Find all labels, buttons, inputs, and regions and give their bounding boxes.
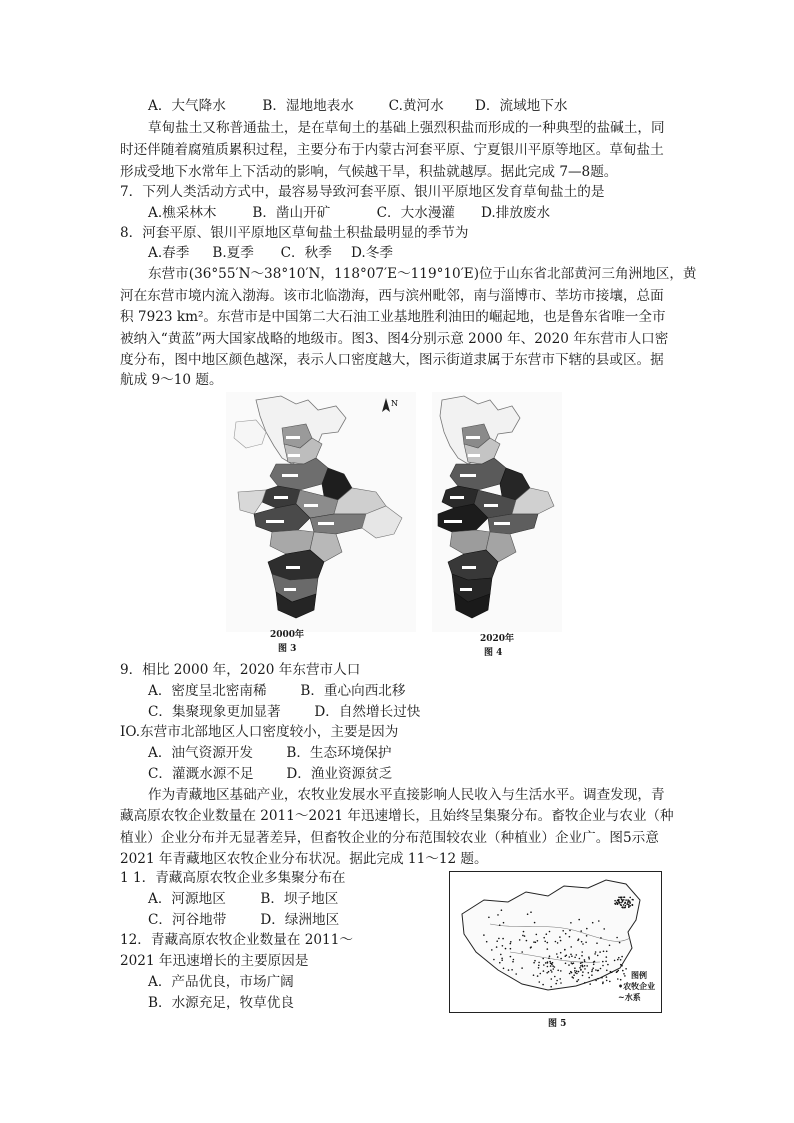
enterprise-dot bbox=[584, 968, 586, 970]
enterprise-dot bbox=[580, 962, 582, 964]
q11-options-row2 bbox=[148, 910, 339, 930]
enterprise-dot bbox=[603, 928, 605, 930]
enterprise-dot bbox=[523, 931, 525, 933]
enterprise-dot bbox=[560, 958, 562, 960]
enterprise-dot bbox=[526, 940, 528, 942]
passage2-line-1: 东营市(36°55′N～38°10′N，118°07′E～119°10′E)位于山东省北部黄河三角洲地区，黄 bbox=[148, 266, 697, 282]
enterprise-dot bbox=[581, 951, 583, 953]
enterprise-dot bbox=[597, 970, 599, 972]
enterprise-dot bbox=[622, 901, 624, 903]
enterprise-dot bbox=[614, 903, 616, 905]
enterprise-dot bbox=[632, 899, 634, 901]
q10-option-d: D．渔业资源贫乏 bbox=[286, 766, 393, 782]
enterprise-dot bbox=[607, 964, 609, 966]
enterprise-dot bbox=[591, 974, 593, 976]
enterprise-dot bbox=[625, 902, 627, 904]
passage1-line-2: 时还伴随着腐殖质累积过程，主要分布于内蒙古河套平原、宁夏银川平原等地区。草甸盐土 bbox=[120, 142, 664, 158]
enterprise-dot bbox=[548, 957, 550, 959]
enterprise-dot bbox=[606, 956, 608, 958]
enterprise-dot bbox=[606, 976, 608, 978]
enterprise-dot bbox=[521, 951, 523, 953]
q11-stem: 1 1．青藏高原农牧企业多集聚分布在 bbox=[120, 870, 346, 886]
enterprise-dot bbox=[620, 902, 622, 904]
enterprise-dot bbox=[502, 938, 504, 940]
q9-options-row1 bbox=[148, 681, 405, 701]
enterprise-dot bbox=[617, 959, 619, 961]
enterprise-dot bbox=[575, 972, 577, 974]
enterprise-dot bbox=[503, 922, 505, 924]
enterprise-dot bbox=[606, 970, 608, 972]
enterprise-dot bbox=[505, 948, 507, 950]
q12-stem-line-1: 12．青藏高原农牧企业数量在 2011～ bbox=[120, 932, 353, 948]
enterprise-dot bbox=[533, 941, 535, 943]
enterprise-dot bbox=[522, 935, 524, 937]
enterprise-dot bbox=[503, 968, 505, 970]
fig4-caption: 图 4 bbox=[484, 648, 503, 658]
enterprise-dot bbox=[576, 980, 578, 982]
enterprise-dot bbox=[542, 958, 544, 960]
q8-option-b: B.夏季 bbox=[212, 245, 254, 261]
enterprise-dot bbox=[588, 972, 590, 974]
enterprise-dot bbox=[573, 974, 575, 976]
q11-option-b: B．坝子地区 bbox=[260, 891, 339, 907]
enterprise-dot bbox=[527, 913, 529, 915]
enterprise-dot bbox=[617, 899, 619, 901]
enterprise-dot bbox=[549, 961, 551, 963]
passage2-line-5: 度分布，图中地区颜色越深，表示人口密度越大，图示街道隶属于东营市下辖的县或区。据 bbox=[120, 352, 664, 368]
enterprise-dot bbox=[594, 961, 596, 963]
enterprise-dot bbox=[557, 956, 559, 958]
enterprise-dot bbox=[550, 965, 552, 967]
enterprise-dot bbox=[614, 960, 616, 962]
q7-option-b: B．凿山开矿 bbox=[252, 205, 331, 221]
enterprise-dot bbox=[551, 971, 553, 973]
enterprise-dot bbox=[569, 936, 571, 938]
enterprise-dot bbox=[580, 930, 582, 932]
q7-stem: 7．下列人类活动方式中，最容易导致河套平原、银川平原地区发育草甸盐土的是 bbox=[120, 184, 605, 200]
enterprise-dot bbox=[616, 937, 618, 939]
enterprise-dot bbox=[625, 905, 627, 907]
q12-option-b: B．水源充足，牧草优良 bbox=[148, 995, 294, 1011]
enterprise-dot bbox=[570, 946, 572, 948]
enterprise-dot bbox=[569, 973, 571, 975]
enterprise-dot bbox=[510, 948, 512, 950]
q8-option-d: D.冬季 bbox=[350, 245, 393, 261]
enterprise-dot bbox=[611, 972, 613, 974]
enterprise-dot bbox=[499, 924, 501, 926]
enterprise-dot bbox=[578, 971, 580, 973]
enterprise-dot bbox=[544, 941, 546, 943]
fig5-legend bbox=[618, 970, 660, 1003]
enterprise-dot bbox=[560, 970, 562, 972]
enterprise-dot-icon: • bbox=[618, 981, 624, 991]
enterprise-dot bbox=[574, 967, 576, 969]
enterprise-dot bbox=[546, 933, 548, 935]
enterprise-dot bbox=[501, 909, 503, 911]
enterprise-dot bbox=[595, 951, 597, 953]
enterprise-dot bbox=[556, 953, 558, 955]
enterprise-dot bbox=[499, 962, 501, 964]
enterprise-dot bbox=[621, 898, 623, 900]
enterprise-dot bbox=[557, 942, 559, 944]
enterprise-dot bbox=[618, 957, 620, 959]
enterprise-dot bbox=[560, 982, 562, 984]
enterprise-dot bbox=[627, 899, 629, 901]
enterprise-dot bbox=[564, 949, 566, 951]
enterprise-dot bbox=[584, 961, 586, 963]
enterprise-dot bbox=[617, 902, 619, 904]
q11-options-row1 bbox=[148, 889, 338, 909]
enterprise-dot bbox=[621, 956, 623, 958]
enterprise-dot bbox=[588, 958, 590, 960]
enterprise-dot bbox=[627, 902, 629, 904]
enterprise-dot bbox=[524, 935, 526, 937]
enterprise-dot bbox=[620, 959, 622, 961]
enterprise-dot bbox=[629, 897, 631, 899]
enterprise-dot bbox=[565, 963, 567, 965]
enterprise-dot bbox=[623, 899, 625, 901]
enterprise-dot bbox=[496, 940, 498, 942]
enterprise-dot bbox=[630, 905, 632, 907]
enterprise-dot bbox=[557, 970, 559, 972]
enterprise-dot bbox=[624, 907, 626, 909]
enterprise-dot bbox=[547, 942, 549, 944]
enterprise-dot bbox=[592, 967, 594, 969]
enterprise-dot bbox=[596, 942, 598, 944]
enterprise-dot bbox=[533, 974, 535, 976]
enterprise-dot bbox=[512, 961, 514, 963]
enterprise-dot bbox=[579, 967, 581, 969]
enterprise-dot bbox=[610, 971, 612, 973]
enterprise-dot bbox=[551, 978, 553, 980]
enterprise-dot bbox=[601, 977, 603, 979]
enterprise-dot bbox=[606, 951, 608, 953]
enterprise-dot bbox=[576, 973, 578, 975]
enterprise-dot bbox=[565, 955, 567, 957]
enterprise-dot bbox=[622, 907, 624, 909]
enterprise-dot bbox=[555, 941, 557, 943]
enterprise-dot bbox=[580, 969, 582, 971]
passage1-line-1: 草甸盐土又称普通盐土，是在草甸土的基础上强烈积盐而形成的一种典型的盐碱土，同 bbox=[148, 120, 665, 136]
enterprise-dot bbox=[602, 961, 604, 963]
enterprise-dot bbox=[579, 958, 581, 960]
enterprise-dot bbox=[502, 945, 504, 947]
fig3-year: 2000年 bbox=[270, 630, 305, 640]
q6-option-c: C.黄河水 bbox=[388, 98, 444, 114]
q9-option-d: D．自然增长过快 bbox=[314, 704, 421, 720]
enterprise-dot bbox=[534, 960, 536, 962]
fig5-legend-water: 水系 bbox=[624, 992, 641, 1002]
passage3-line-2: 藏高原农牧企业数量在 2011～2021 年迅速增长，且始终呈集聚分布。畜牧企业与农业（种 bbox=[120, 808, 674, 824]
enterprise-dot bbox=[602, 965, 604, 967]
enterprise-dot bbox=[550, 986, 552, 988]
enterprise-dot bbox=[602, 981, 604, 983]
enterprise-dot bbox=[570, 971, 572, 973]
enterprise-dot bbox=[580, 965, 582, 967]
enterprise-dot bbox=[600, 968, 602, 970]
enterprise-dot bbox=[589, 983, 591, 985]
enterprise-dot bbox=[592, 922, 594, 924]
enterprise-dot bbox=[593, 964, 595, 966]
enterprise-dot bbox=[618, 897, 620, 899]
enterprise-dot bbox=[588, 977, 590, 979]
enterprise-dot bbox=[560, 952, 562, 954]
enterprise-dot bbox=[599, 951, 601, 953]
enterprise-dot bbox=[598, 920, 600, 922]
enterprise-dot bbox=[618, 902, 620, 904]
passage1-line-3: 形成受地下水常年上下活动的影响，气候越干旱，积盐就越厚。据此完成 7—8题。 bbox=[120, 164, 618, 180]
enterprise-dot bbox=[508, 969, 510, 971]
q6-option-a: A．大气降水 bbox=[148, 98, 226, 114]
enterprise-dot bbox=[537, 940, 539, 942]
enterprise-dot bbox=[595, 969, 597, 971]
enterprise-dot bbox=[582, 971, 584, 973]
enterprise-dot bbox=[562, 930, 564, 932]
enterprise-dot bbox=[582, 975, 584, 977]
enterprise-dot bbox=[555, 983, 557, 985]
enterprise-dot bbox=[542, 984, 544, 986]
enterprise-dot bbox=[569, 930, 571, 932]
q9-options-row2 bbox=[148, 702, 420, 722]
fig5-frame bbox=[449, 871, 662, 1013]
enterprise-dot bbox=[556, 980, 558, 982]
enterprise-dot bbox=[626, 903, 628, 905]
enterprise-dot bbox=[574, 970, 576, 972]
enterprise-dot bbox=[621, 896, 623, 898]
enterprise-dot bbox=[571, 962, 573, 964]
enterprise-dot bbox=[594, 953, 596, 955]
enterprise-dot bbox=[539, 981, 541, 983]
enterprise-dot bbox=[543, 937, 545, 939]
enterprise-dot bbox=[560, 940, 562, 942]
enterprise-dot bbox=[584, 959, 586, 961]
enterprise-dot bbox=[609, 981, 611, 983]
enterprise-dot bbox=[576, 970, 578, 972]
enterprise-dot bbox=[496, 946, 498, 948]
fig5-caption: 图 5 bbox=[548, 1019, 567, 1029]
passage3-line-1: 作为青藏地区基础产业，农牧业发展水平直接影响人民收入与生活水平。调查发现，青 bbox=[148, 787, 665, 803]
enterprise-dot bbox=[513, 959, 515, 961]
enterprise-dot bbox=[510, 941, 512, 943]
passage3-line-3: 植业）企业分布并无显著差异，但畜牧企业的分布范围较农业（种植业）企业广。图5示意 bbox=[120, 830, 659, 846]
enterprise-dot bbox=[486, 941, 488, 943]
enterprise-dot bbox=[621, 904, 623, 906]
enterprise-dot bbox=[571, 955, 573, 957]
enterprise-dot bbox=[600, 937, 602, 939]
q12-option-a: A．产品优良，市场广阔 bbox=[148, 974, 294, 990]
q7-option-a: A.樵采林木 bbox=[148, 205, 217, 221]
fig3-population-density-map-2000 bbox=[226, 392, 416, 632]
enterprise-dot bbox=[582, 965, 584, 967]
enterprise-dot bbox=[500, 954, 502, 956]
fig4-year: 2020年 bbox=[480, 634, 515, 644]
enterprise-dot bbox=[554, 976, 556, 978]
q10-options-row2 bbox=[148, 764, 392, 784]
enterprise-dot bbox=[559, 936, 561, 938]
fig5-legend-title: 图例 bbox=[631, 970, 647, 980]
passage2-line-2: 河在东营市境内流入渤海。该市北临渤海，西与滨州毗邻，南与淄博市、莘坊市接壤，总面 bbox=[120, 288, 664, 304]
enterprise-dot bbox=[584, 965, 586, 967]
enterprise-dot bbox=[629, 901, 631, 903]
q10-options-row1 bbox=[148, 743, 391, 763]
enterprise-dot bbox=[533, 962, 535, 964]
enterprise-dot bbox=[592, 969, 594, 971]
enterprise-dot bbox=[543, 970, 545, 972]
q9-option-b: B．重心向西北移 bbox=[300, 683, 406, 699]
enterprise-dot bbox=[578, 938, 580, 940]
enterprise-dot bbox=[493, 959, 495, 961]
enterprise-dot bbox=[483, 934, 485, 936]
enterprise-dot bbox=[546, 972, 548, 974]
enterprise-dot bbox=[510, 943, 512, 945]
enterprise-dot bbox=[550, 970, 552, 972]
enterprise-dot bbox=[619, 942, 621, 944]
enterprise-dot bbox=[530, 946, 532, 948]
passage2-line-3: 积 7923 km²。东营市是中国第二大石油工业基地胜利油田的崛起地，也是鲁东省唯一全市 bbox=[120, 309, 666, 325]
enterprise-dot bbox=[597, 978, 599, 980]
enterprise-dot bbox=[581, 955, 583, 957]
q8-stem: 8．河套平原、银川平原地区草甸盐土积盐最明显的季节为 bbox=[120, 225, 469, 241]
enterprise-dot bbox=[578, 979, 580, 981]
enterprise-dot bbox=[510, 956, 512, 958]
enterprise-dot bbox=[581, 941, 583, 943]
enterprise-dot bbox=[498, 938, 500, 940]
q11-option-c: C．河谷地带 bbox=[148, 912, 227, 928]
enterprise-dot bbox=[582, 943, 584, 945]
enterprise-dot bbox=[548, 971, 550, 973]
q9-stem: 9．相比 2000 年，2020 年东营市人口 bbox=[120, 662, 361, 678]
enterprise-dot bbox=[547, 962, 549, 964]
enterprise-dot bbox=[538, 962, 540, 964]
enterprise-dot bbox=[553, 968, 555, 970]
enterprise-dot bbox=[537, 975, 539, 977]
enterprise-dot bbox=[623, 904, 625, 906]
q7-option-c: C．大水漫灌 bbox=[376, 205, 456, 221]
q6-options bbox=[148, 96, 567, 116]
enterprise-dot bbox=[569, 956, 571, 958]
enterprise-dot bbox=[540, 973, 542, 975]
q8-options bbox=[148, 243, 393, 263]
enterprise-dot bbox=[534, 922, 536, 924]
enterprise-dot bbox=[632, 904, 634, 906]
enterprise-dot bbox=[491, 949, 493, 951]
enterprise-dot bbox=[586, 935, 588, 937]
q10-option-c: C．灌溉水源不足 bbox=[148, 766, 254, 782]
enterprise-dot bbox=[501, 958, 503, 960]
enterprise-dot bbox=[591, 971, 593, 973]
fig3-caption: 图 3 bbox=[278, 644, 297, 654]
q8-option-a: A.春季 bbox=[148, 245, 190, 261]
enterprise-dot bbox=[535, 942, 537, 944]
enterprise-dot bbox=[578, 919, 580, 921]
enterprise-dot bbox=[501, 959, 503, 961]
enterprise-dot bbox=[547, 948, 549, 950]
q10-stem: IO.东营市北部地区人口密度较小，主要是因为 bbox=[120, 724, 399, 740]
enterprise-dot bbox=[614, 900, 616, 902]
enterprise-dot bbox=[568, 964, 570, 966]
enterprise-dot bbox=[543, 964, 545, 966]
enterprise-dot bbox=[572, 976, 574, 978]
enterprise-dot bbox=[586, 965, 588, 967]
q6-option-b: B．湿地地表水 bbox=[262, 98, 354, 114]
enterprise-dot bbox=[605, 961, 607, 963]
q9-option-a: A．密度呈北密南稀 bbox=[148, 683, 267, 699]
enterprise-dot bbox=[536, 934, 538, 936]
enterprise-dot bbox=[545, 962, 547, 964]
enterprise-dot bbox=[623, 896, 625, 898]
enterprise-dot bbox=[597, 955, 599, 957]
enterprise-dot bbox=[585, 942, 587, 944]
enterprise-dot bbox=[559, 978, 561, 980]
enterprise-dot bbox=[625, 899, 627, 901]
enterprise-dot bbox=[576, 954, 578, 956]
enterprise-dot bbox=[606, 980, 608, 982]
enterprise-dot bbox=[515, 973, 517, 975]
enterprise-dot bbox=[581, 962, 583, 964]
enterprise-dot bbox=[573, 962, 575, 964]
q12-stem-line-2: 2021 年迅速增长的主要原因是 bbox=[120, 953, 309, 969]
enterprise-dot bbox=[609, 945, 611, 947]
q8-option-c: C．秋季 bbox=[280, 245, 332, 261]
q10-option-a: A．油气资源开发 bbox=[148, 745, 253, 761]
passage2-line-6: 航成 9～10 题。 bbox=[120, 372, 223, 388]
enterprise-dot bbox=[549, 931, 551, 933]
water-line-icon: ~ bbox=[618, 992, 625, 1002]
enterprise-dot bbox=[595, 980, 597, 982]
enterprise-dot bbox=[511, 969, 513, 971]
enterprise-dot bbox=[603, 951, 605, 953]
enterprise-dot bbox=[519, 939, 521, 941]
enterprise-dot bbox=[552, 962, 554, 964]
enterprise-dot bbox=[538, 967, 540, 969]
q11-option-d: D．绿洲地区 bbox=[260, 912, 340, 928]
fig4-population-density-map-2020 bbox=[432, 392, 562, 632]
enterprise-dot bbox=[547, 966, 549, 968]
enterprise-dot bbox=[521, 967, 523, 969]
enterprise-dot bbox=[530, 911, 532, 913]
q10-option-b: B．生态环境保护 bbox=[286, 745, 392, 761]
q7-option-d: D.排放废水 bbox=[480, 205, 551, 221]
q9-option-c: C．集聚现象更加显著 bbox=[148, 704, 281, 720]
enterprise-dot bbox=[538, 965, 540, 967]
north-label: N bbox=[391, 399, 398, 408]
enterprise-dot bbox=[570, 922, 572, 924]
enterprise-dot bbox=[552, 965, 554, 967]
passage2-line-4: 被纳入“黄蓝”两大国家战略的地级市。图3、图4分别示意 2000 年、2020 年东营市人口密 bbox=[120, 331, 669, 347]
q11-option-a: A．河源地区 bbox=[148, 891, 226, 907]
enterprise-dot bbox=[565, 933, 567, 935]
fig5-legend-enterprise: 农牧企业 bbox=[623, 981, 656, 991]
q6-option-d: D．流域地下水 bbox=[474, 98, 568, 114]
enterprise-dot bbox=[488, 917, 490, 919]
enterprise-dot bbox=[620, 964, 622, 966]
enterprise-dot bbox=[574, 957, 576, 959]
enterprise-dot bbox=[584, 982, 586, 984]
enterprise-dot bbox=[588, 956, 590, 958]
enterprise-dot bbox=[497, 914, 499, 916]
enterprise-dot bbox=[628, 904, 630, 906]
enterprise-dot bbox=[549, 955, 551, 957]
enterprise-dot bbox=[554, 966, 556, 968]
passage3-line-4: 2021 年青藏地区农牧企业分布状况。据此完成 11～12 题。 bbox=[120, 851, 488, 867]
enterprise-dot bbox=[570, 954, 572, 956]
q7-options bbox=[148, 203, 550, 223]
enterprise-dot bbox=[586, 928, 588, 930]
